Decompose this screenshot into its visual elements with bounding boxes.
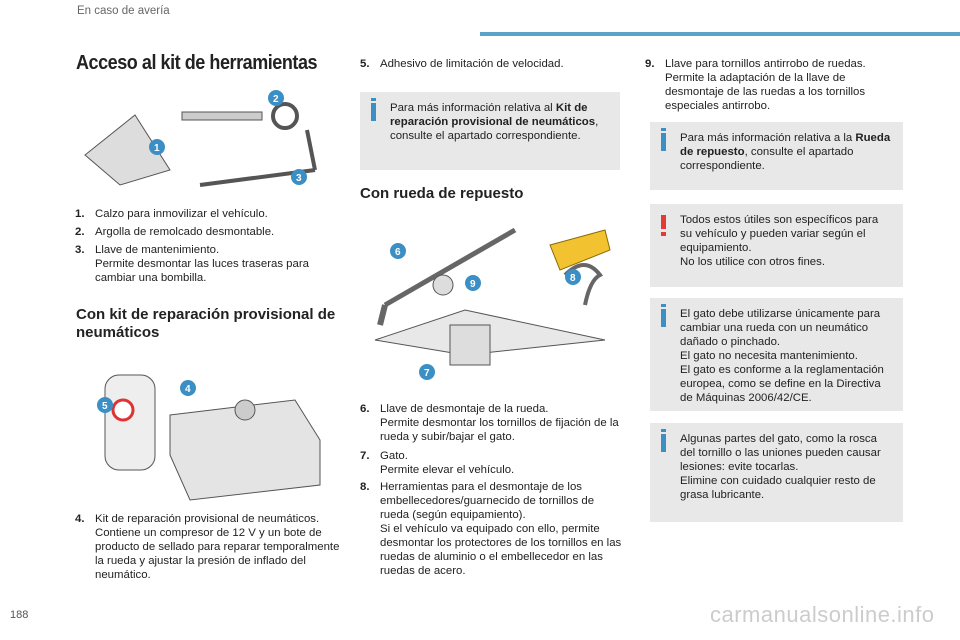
list-item: 8. Herramientas para el desmontaje de los embellecedores/guarnecido de tornillos de rueda (según equipamiento). Si el vehículo va equipado con ello, permite desmontar los protectores de los tornillos en las ruedas de aluminio o el embellecedor en las ruedas de acero. [360,481,622,577]
header-bar [480,32,960,36]
page-title: Acceso al kit de herramientas [76,52,318,74]
section-title: Con kit de reparación provisional de neumáticos [76,306,336,341]
svg-text:1: 1 [154,143,160,154]
info-icon [371,103,376,121]
section-header: En caso de avería [77,5,170,17]
info-icon [661,434,666,452]
list-item: 2. Argolla de remolcado desmontable. [75,226,275,238]
spare-wheel-tools-illustration [365,215,620,385]
watermark: carmanualsonline.info [710,602,935,627]
info-icon [661,309,666,327]
list-item: 3. Llave de mantenimiento. Permite desmontar las luces traseras para cambiar una bombilla. [75,244,309,284]
repair-kit-illustration [95,355,325,505]
svg-text:4: 4 [185,384,191,395]
svg-text:7: 7 [424,368,430,379]
svg-text:6: 6 [395,247,401,258]
info-box: Para más información relativa a la Rueda de repuesto, consulte el apartado correspondiente. [650,122,903,190]
list-item: 1. Calzo para inmovilizar el vehículo. [75,208,268,220]
svg-text:9: 9 [470,279,476,290]
list-item: 7. Gato. Permite elevar el vehículo. [360,450,515,476]
list-item: 9. Llave para tornillos antirrobo de ruedas. Permite la adaptación de la llave de desmontaje de las ruedas a los tornillos especiales antirrobo. [645,58,866,112]
info-box: Algunas partes del gato, como la rosca del tornillo o las uniones pueden causar lesiones: evite tocarlas. Elimine con cuidado cualquier resto de grasa lubricante. [650,423,903,522]
list-item: 5. Adhesivo de limitación de velocidad. [360,58,564,70]
svg-text:2: 2 [273,94,279,105]
page-number: 188 [10,609,29,621]
toolkit-illustration [75,85,335,190]
info-box: El gato debe utilizarse únicamente para cambiar una rueda con un neumático dañado o pinchado. El gato no necesita mantenimiento. El gato es conforme a la reglamentación europea, como se define en la Directiva de Máquinas 2006/42/CE. [650,298,903,411]
warning-icon [661,215,666,229]
section-title: Con rueda de repuesto [360,185,524,202]
info-icon [661,133,666,151]
list-item: 4. Kit de reparación provisional de neumáticos. Contiene un compresor de 12 V y un bote de producto de sellado para reparar temporalmente la rueda y ajustar la presión de inflado del neumático. [75,513,340,581]
svg-text:8: 8 [570,273,576,284]
svg-text:5: 5 [102,401,108,412]
svg-text:3: 3 [296,173,302,184]
warning-box: Todos estos útiles son específicos para su vehículo y pueden variar según el equipamiento. No los utilice con otros fines. [650,204,903,287]
list-item: 6. Llave de desmontaje de la rueda. Permite desmontar los tornillos de fijación de la rueda y subir/bajar el gato. [360,403,619,443]
info-box: Para más información relativa al Kit de reparación provisional de neumáticos, consulte el apartado correspondiente. [360,92,620,170]
